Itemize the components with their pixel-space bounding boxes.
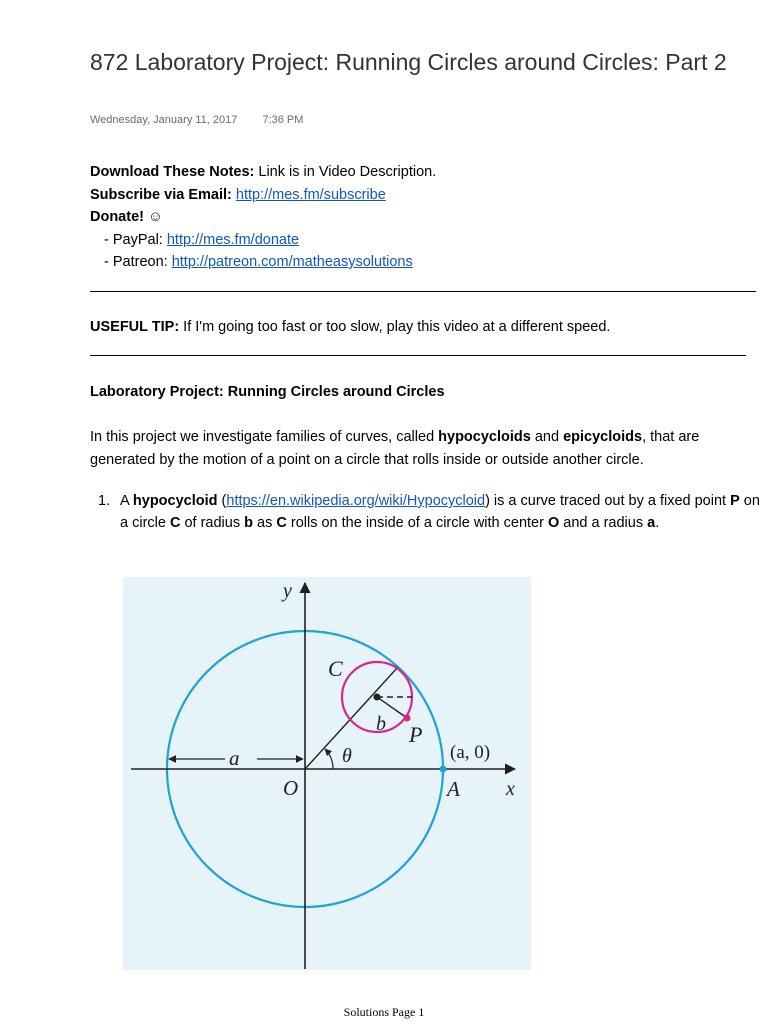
patreon-label: - Patreon: [104,254,172,270]
paypal-label: - PayPal: [104,231,167,248]
label-a-point: A [447,777,460,801]
subscribe-label: Subscribe via Email: [90,186,232,203]
smiley-icon: ☺ [143,209,163,225]
label-p: P [409,722,423,747]
list-item-text: A hypocycloid (https://en.wikipedia.org/wiki/Hypocycloid) is a curve traced out by a fixed point P on a circle C of radius b as C rolls on the inside of a circle with center O and a radius a. [120,493,760,531]
paypal-link[interactable]: http://mes.fm/donate [166,231,300,248]
hypocycloid-figure [123,577,531,970]
patreon-line [90,251,750,274]
intro-term-epicycloids: epicycloids [563,429,643,445]
divider [90,291,756,292]
time-text: 7:36 PM [262,114,304,126]
divider [90,355,746,356]
label-theta: θ [342,745,352,767]
intro-text: and [530,429,564,445]
page-footer: Solutions Page 1 [343,1005,425,1019]
section-heading-text: Laboratory Project: Running Circles around Circles [90,384,445,400]
intro-paragraph [90,426,762,471]
patreon-link[interactable]: http://patreon.com/matheasysolutions [171,254,413,270]
notes-block [90,161,750,274]
label-c: C [328,656,343,681]
tip-text: If I'm going too fast or too slow, play this video at a different speed. [179,319,611,335]
subscribe-link[interactable]: http://mes.fm/subscribe [235,186,386,203]
angle-arc [325,749,333,769]
label-a-radius: a [229,746,240,770]
download-line [90,161,750,184]
subscribe-line [90,184,750,207]
term-hypocycloid: hypocycloid [132,493,218,509]
timestamp [90,114,303,126]
intro-term-hypocycloids: hypocycloids [438,429,531,445]
date-text: Wednesday, January 11, 2017 [90,114,238,126]
label-a-zero: (a, 0) [450,742,491,763]
tip-label: USEFUL TIP: [90,319,180,335]
download-text: Link is in Video Description. [254,164,437,180]
list-item [90,490,760,534]
label-b: b [376,713,386,735]
page-title: 872 Laboratory Project: Running Circles around Circles: Part 2 [90,49,727,75]
section-heading [90,381,760,404]
intro-text: , that are generated by the motion of a point on a circle that rolls inside or outside another circle. [90,429,700,468]
label-y: y [283,580,292,602]
hypocycloid-diagram [123,577,531,970]
download-label: Download These Notes: [90,164,255,180]
list-number: 1. [98,493,111,509]
point-a-dot [440,766,447,773]
donate-label: Donate! [90,209,144,225]
point-p-dot [404,715,411,722]
tip-line [90,316,760,339]
label-o: O [283,776,299,800]
label-x: x [506,778,515,800]
paypal-line [90,229,750,252]
donate-line [90,206,750,229]
intro-text: In this project we investigate families of curves, called [90,429,439,445]
wikipedia-link[interactable]: https://en.wikipedia.org/wiki/Hypocycloid [226,493,486,509]
center-dot [374,694,381,701]
